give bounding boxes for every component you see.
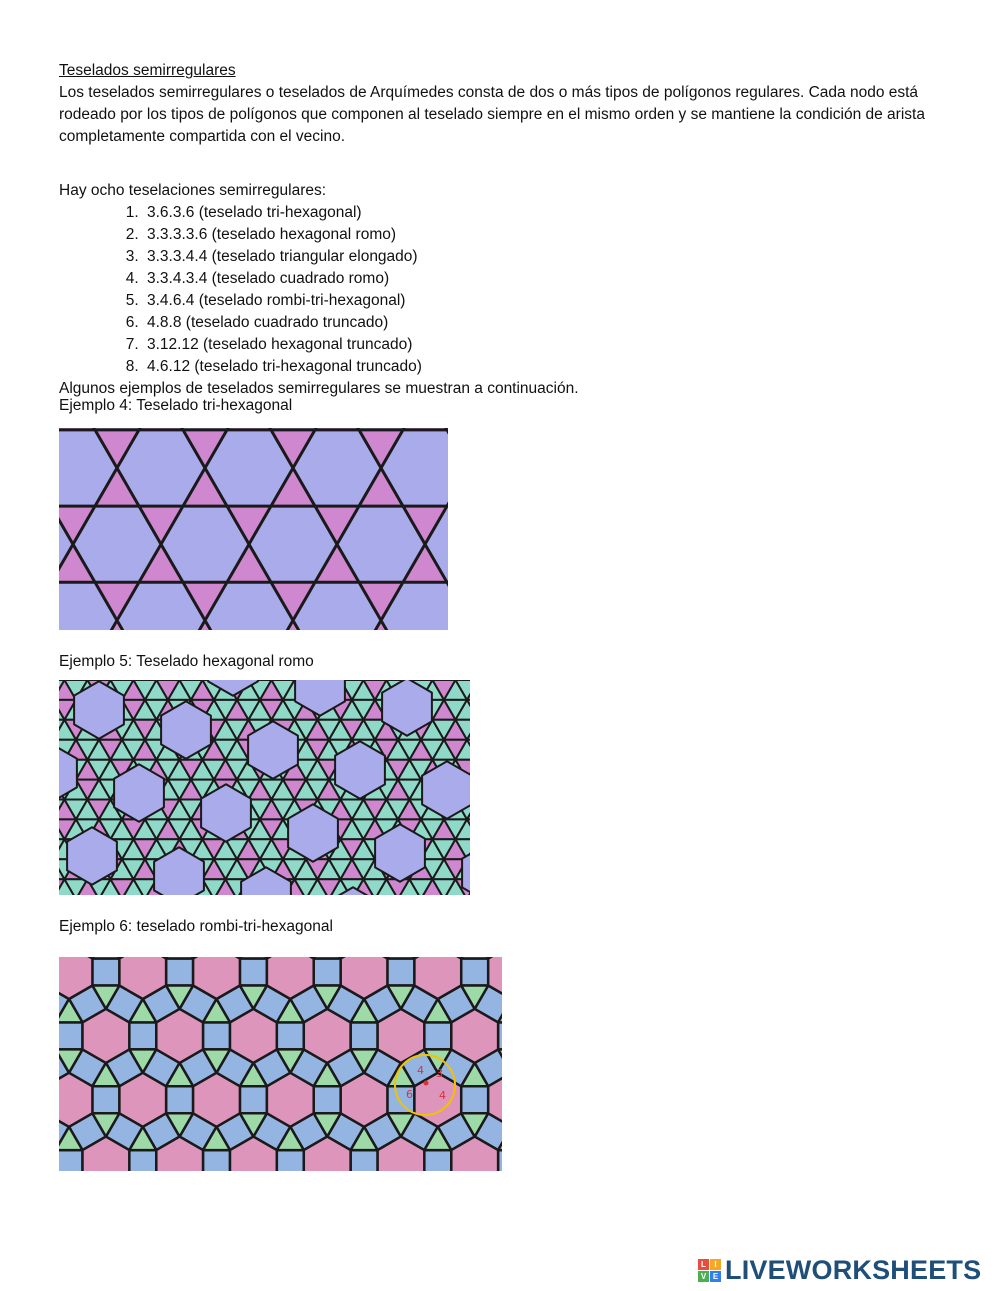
examples-intro: Algunos ejemplos de teselados semirregulares se muestran a continuación. [59,380,579,397]
figure-caption-5: Ejemplo 5: Teselado hexagonal romo [59,653,314,670]
square-tile [92,959,119,986]
triangle-tile [387,957,414,959]
section-heading: Teselados semirregulares [59,62,236,79]
square-tile [129,1150,156,1171]
square-tile [461,959,488,986]
square-tile [351,1150,378,1171]
square-tile [166,959,193,986]
square-tile [203,1022,230,1049]
annotation-label-4a: 4 [417,1064,424,1077]
figure-caption-4: Ejemplo 4: Teselado tri-hexagonal [59,397,293,414]
square-tile [277,1150,304,1171]
square-tile [166,1086,193,1113]
annotation-label-4b: 4 [439,1089,446,1102]
square-tile [59,1022,83,1049]
square-tile [314,959,341,986]
annotation-label-3: 3 [436,1067,443,1080]
list-item: 7. 3.12.12 (teselado hexagonal truncado) [143,334,939,356]
hexagon-tile [304,1009,351,1063]
hexagon-tile [193,1073,240,1127]
square-tile [387,959,414,986]
square-tile [203,1150,230,1171]
hexagon-tile [341,1073,388,1127]
liveworksheets-logo [698,1255,981,1285]
square-tile [240,959,267,986]
square-tile [59,1150,83,1171]
document-body [59,60,939,400]
square-tile [424,1150,451,1171]
triangle-tile [92,957,119,959]
triangle-tile [240,957,267,959]
triangle-tile [166,957,193,959]
annotation-label-6: 6 [406,1088,413,1101]
rhombitrihexagonal-tiling-image [59,957,502,1171]
list-item: 4. 3.3.4.3.4 (teselado cuadrado romo) [143,268,939,290]
hexagon-tile [156,1009,203,1063]
hexagon-tile [451,1009,498,1063]
hexagon-tile [267,1073,314,1127]
triangle-tile [461,957,488,959]
square-tile [277,1022,304,1049]
list-item: 2. 3.3.3.3.6 (teselado hexagonal romo) [143,224,939,246]
list-item: 3. 3.3.3.4.4 (teselado triangular elongado) [143,246,939,268]
triangle-tile [314,957,341,959]
square-tile [129,1022,156,1049]
hexagon-tile [230,1009,277,1063]
list-item: 8. 4.6.12 (teselado tri-hexagonal truncado) [143,356,939,378]
list-intro: Hay ocho teselaciones semirregulares: [59,182,327,199]
figure-caption-6: Ejemplo 6: teselado rombi-tri-hexagonal [59,918,333,935]
square-tile [92,1086,119,1113]
hexagon-tile [378,1009,425,1063]
list-item: 5. 3.4.6.4 (teselado rombi-tri-hexagonal) [143,290,939,312]
list-item: 6. 4.8.8 (teselado cuadrado truncado) [143,312,939,334]
trihexagonal-tiling-image [59,428,448,630]
tessellation-list [59,202,939,378]
square-tile [351,1022,378,1049]
square-tile [240,1086,267,1113]
brand-name: LIVEWORKSHEETS [725,1254,982,1285]
square-tile [314,1086,341,1113]
hexagon-tile [83,1009,130,1063]
brand-mark-icon: L I V E [698,1259,721,1282]
snub-hexagonal-tiling-image [59,680,470,895]
square-tile [424,1022,451,1049]
list-item: 1. 3.6.3.6 (teselado tri-hexagonal) [143,202,939,224]
hexagon-tile [119,1073,166,1127]
intro-paragraph: Los teselados semirregulares o teselados de Arquímedes consta de dos o más tipos de polígonos regulares. Cada nodo está rodeado por los tipos de polígonos que componen al teselado siempre en el mismo orden y se mantiene la condición de arista completamente compartida con el vecino. [59,84,925,145]
square-tile [461,1086,488,1113]
